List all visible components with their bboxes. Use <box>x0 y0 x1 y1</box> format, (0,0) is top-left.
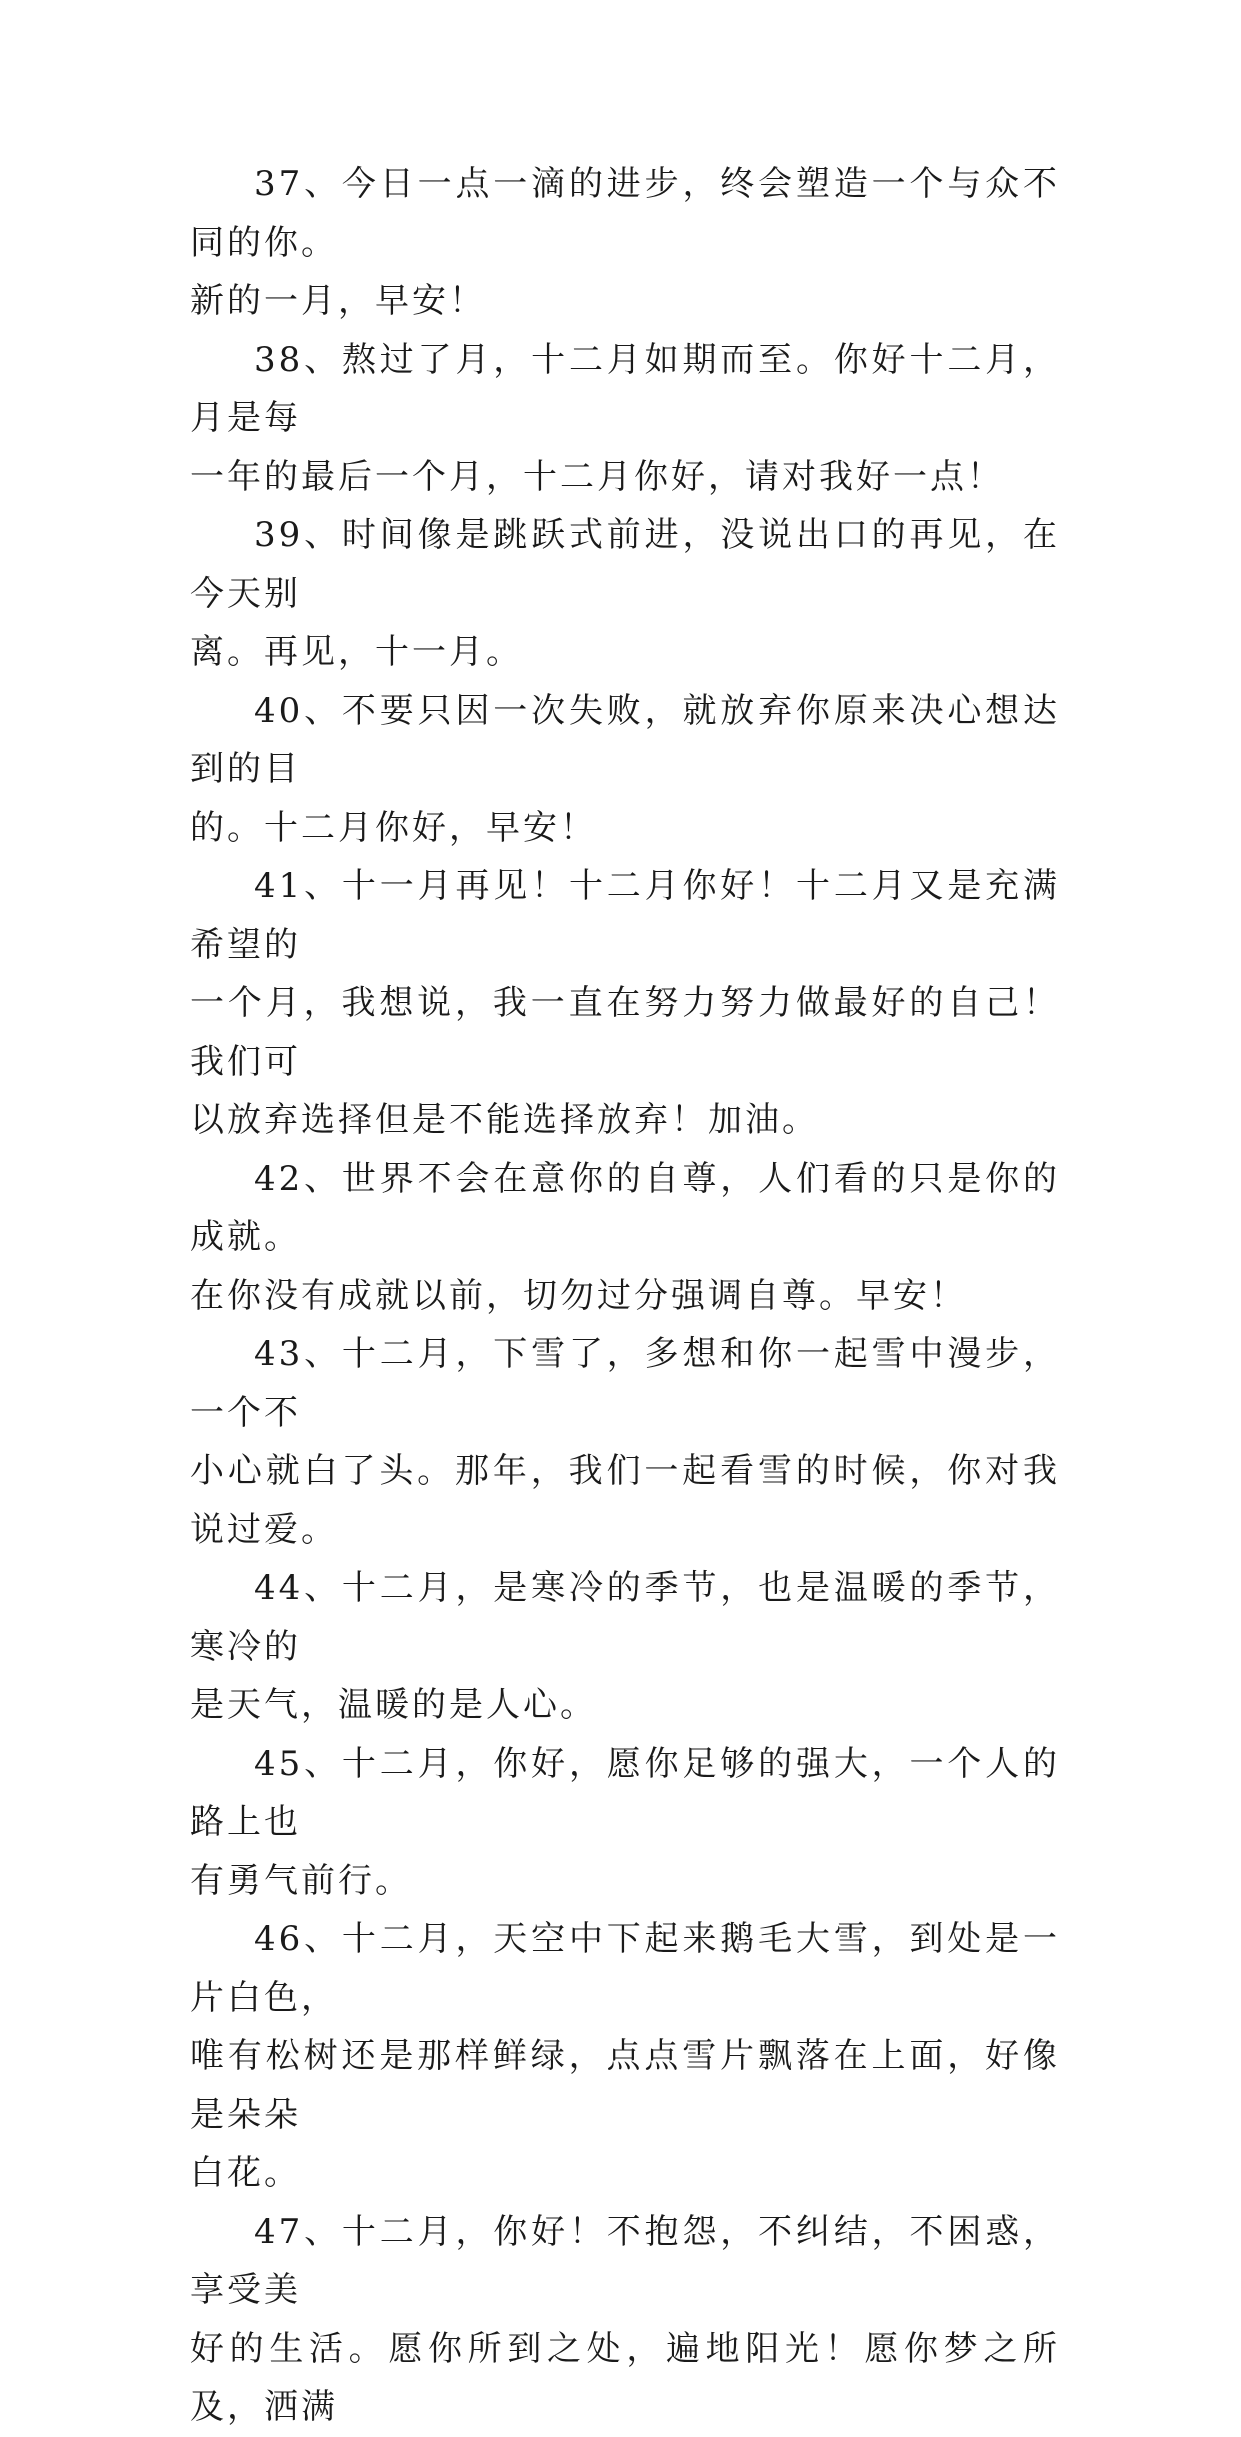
paragraph-39: 39、时间像是跳跃式前进，没说出口的再见，在今天别 离。再见，十一月。 <box>190 515 1060 672</box>
paragraph-41: 41、十一月再见！十二月你好！十二月又是充满希望的 一个月，我想说，我一直在努力努力做最好的自己！我们可 以放弃选择但是不能选择放弃！加油。 <box>190 866 1060 1140</box>
paragraph-37: 37、今日一点一滴的进步，终会塑造一个与众不同的你。 新的一月，早安！ <box>190 164 1060 321</box>
paragraph-46: 46、十二月，天空中下起来鹅毛大雪，到处是一片白色， 唯有松树还是那样鲜绿，点点雪片飘落在上面，好像是朵朵 白花。 <box>190 1919 1060 2193</box>
paragraph-47: 47、十二月，你好！不抱怨，不纠结，不困惑，享受美 好的生活。愿你所到之处，遍地阳光！愿你梦之所及，洒满 <box>190 2211 1060 2427</box>
document-body <box>190 155 1060 2437</box>
paragraph-42: 42、世界不会在意你的自尊，人们看的只是你的成就。 在你没有成就以前，切勿过分强调自尊。早安！ <box>190 1158 1060 1316</box>
paragraph-45: 45、十二月，你好，愿你足够的强大，一个人的路上也 有勇气前行。 <box>190 1743 1060 1901</box>
paragraph-43: 43、十二月，下雪了，多想和你一起雪中漫步，一个不 小心就白了头。那年，我们一起看雪的时候，你对我说过爱。 <box>190 1334 1060 1550</box>
paragraph-38: 38、熬过了月，十二月如期而至。你好十二月，月是每 一年的最后一个月，十二月你好，请对我好一点！ <box>190 339 1060 497</box>
paragraph-40: 40、不要只因一次失败，就放弃你原来决心想达到的目 的。十二月你好，早安！ <box>190 690 1060 848</box>
paragraph-44: 44、十二月，是寒冷的季节，也是温暖的季节，寒冷的 是天气，温暖的是人心。 <box>190 1568 1060 1725</box>
